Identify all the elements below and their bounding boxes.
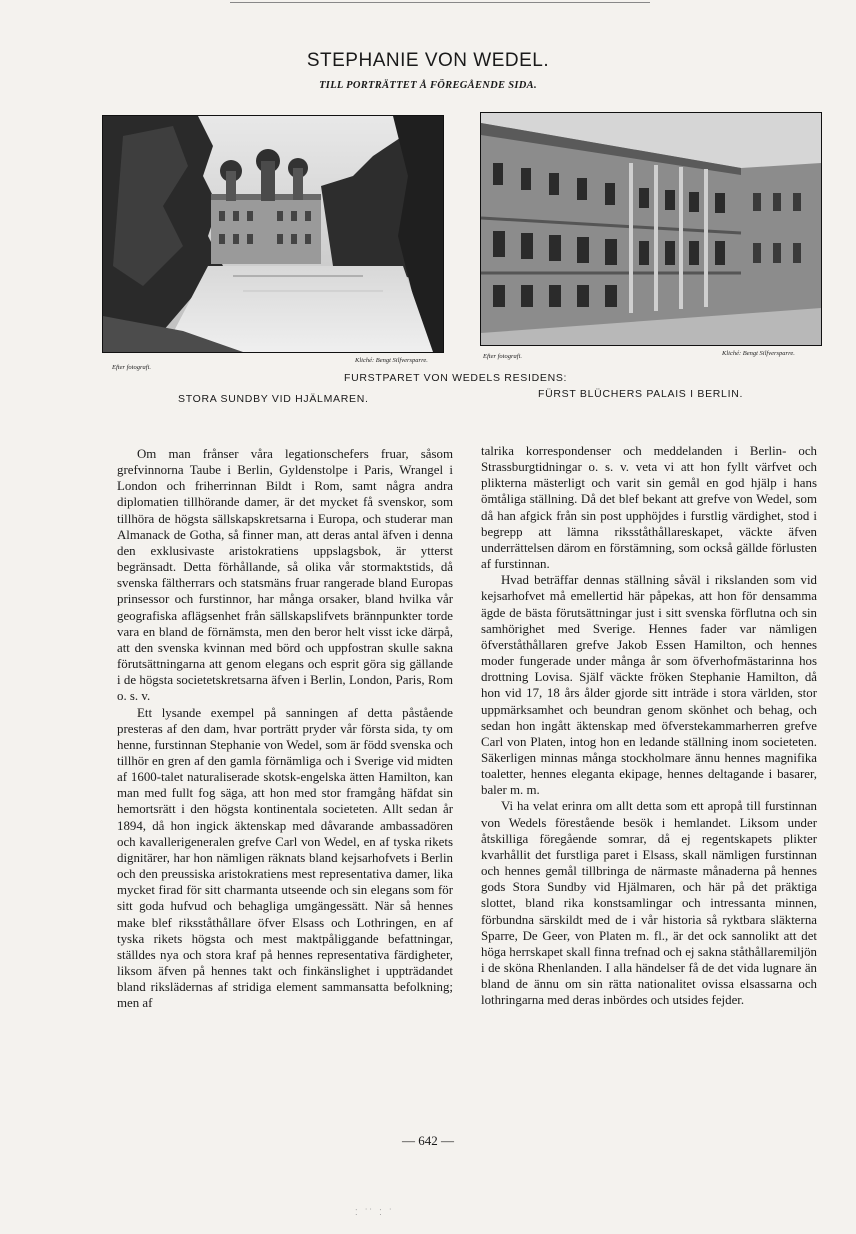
photo-credit-right: Efter fotografi. bbox=[483, 353, 522, 360]
page-number: — 642 — bbox=[402, 1133, 454, 1148]
photo-credit-left: Efter fotografi. bbox=[112, 364, 151, 371]
caption-left: STORA SUNDBY VID HJÄLMAREN. bbox=[178, 393, 369, 405]
paragraph: Om man frånser våra legationschefers fruar, såsom grefvinnorna Taube i Berlin, Gyldenstolpe i Paris, Wrangel i London och friherrinnan Bildt i Rom, samt några andra diplomatien tillhörande damer, är det mycket få svenskor, som tillhöra de högsta sällskapskretsarna i Europa, och studerar man Almanack de Gotha, så finner man, att deras antal äfven i denna den exklusivaste aristokratiens uppslagsbok, är ytterst begränsadt. Detta förhållande, så olika vår stormaktstids, då svenska fältherrars och statsmäns fruar rangerade bland Europas prinsessor och furstinnor, har många orsaker, bland hvilka vår geografiska aflägsenhet från sällskapslifvets brännpunkter torde vara en bland de förnämsta, men den beror helt visst icke därpå, att den svenska kvinnan med börd och uppfostran skulle sakna förutsättningarna att genom elegans och esprit göra sig gällande i de högsta societetskretsarna äfven i Berlin, London, Paris, Rom o. s. v. bbox=[117, 447, 453, 704]
print-smudge: ⁚ ˙ ̇ ⁚ ˙ bbox=[355, 1208, 395, 1217]
shared-caption: FURSTPARET VON WEDELS RESIDENS: bbox=[344, 372, 568, 384]
paragraph: Ett lysande exempel på sanningen af detta påstående presteras af den dam, hvar porträtt pryder vår första sida, ty om henne, furstinnan Stephanie von Wedel, som är född svenska och tillhör en gren af den gamla förnämliga och i Sverige vid midten af 1600-talet naturaliserade skotsk-engelska ätten Hamilton, kan man med fullt fog säga, att hon med stor framgång häfdat sin hemortsrätt i den högsta kontinentala societeten. Allt sedan år 1894, då hon ingick äktenskap med dåvarande ambassadören och kavallerigeneralen grefve Carl von Wedel, en af tyska rikets dignitärer, har hon nämligen räknats bland kejsarhofvets i Berlin och den preussiska aristokratiens mest representativa damer, lika mycket firad för sitt charmanta utseende och sin elegans som för sitt goda hufvud och behagliga umgängessätt. När så hennes make blef riksståthållare öfver Elsass och Lothringen, en af tyska rikets högsta och mest maktpåliggande befattningar, ställdes nya och stora kraf på hennes representativa färdigheter, liksom äfven på hennes takt och finkänslighet i uppträdandet bland rikslädernas af stridiga element sammansatta befolkning; men af bbox=[117, 705, 453, 1011]
article-column-right bbox=[481, 443, 817, 1008]
paragraph: talrika korrespondenser och meddelanden i Berlin- och Strassburgtidningar o. s. v. veta vi att hon fyllt värfvet och plikterna mästerligt och varit sin gemål en god hjälp i hans ömtåliga ställning. Då det blef bekant att grefve von Wedel, som då han afgick från sin post upphöjdes i furstlig värdighet, stod i begrepp att lämna riksståthållareskapet, väckte äfven underrättelsen därom en förstämning, som också gällde förlusten af furstinnan. bbox=[481, 444, 817, 572]
photo-stora-sundby bbox=[102, 115, 444, 353]
paragraph: Hvad beträffar dennas ställning såväl i rikslanden som vid kejsarhofvet må emellertid här påpekas, att hon för densamma ägde de bästa förutsättningar just i sitt svenska förflutna och sin samhörighet med Sverige. Hennes fader var nämligen öfverståthållaren grefve Jakob Essen Hamilton, och hennes moder fungerade under många år som öfverhofmästarinna hos drottning Lovisa. Själf väckte fröken Stephanie Hamilton, då hon vid 17, 18 års ålder gjorde sitt inträde i stora världen, stor uppmärksamhet och beundran genom skönhet och behag, och sedan hon ingått äktenskap med öfverstekammarherren grefve Carl von Platen, intog hon en ledande ställning inom societeten. Säkerligen minnas många stockholmare ännu hennes magnifika toaletter, hennes eleganta ekipage, hennes deltagande i basarer, baler m. m. bbox=[481, 573, 817, 798]
photo-bluechers-palais bbox=[480, 112, 822, 346]
top-rule bbox=[230, 2, 650, 3]
cliche-credit-left: Kliché: Bengt Silfversparre. bbox=[355, 357, 428, 364]
page-title: STEPHANIE VON WEDEL. bbox=[306, 50, 550, 71]
page-subtitle: TILL PORTRÄTTET Å FÖREGÅENDE SIDA. bbox=[319, 80, 537, 91]
article-column-left bbox=[117, 446, 453, 1011]
caption-right: FÜRST BLÜCHERS PALAIS I BERLIN. bbox=[538, 388, 744, 400]
paragraph: Vi ha velat erinra om allt detta som ett apropå till furstinnan von Wedels förestående besök i hemlandet. Liksom under åtskilliga föregående somrar, då ej regentskapets plikter kvarhållit det furstliga paret i Elsass, skall nämligen furstinnan och hennes gemål tillbringa de närmaste månaderna på hennes gods Stora Sundby vid Hjälmaren, och här på det präktiga slottet, bland rika konstsamlingar och intressanta minnen, förbundna särskildt med de i vår historia så ryktbara släkterna Sparre, De Geer, von Platen m. fl., är det ock sannolikt att det höga herrskapet skall finna trefnad och ej sakna ståthållaremiljön i de sköna Rhenlanden. I alla händelser få de det vida lugnare än bland de ännu om sin rätta nationalitet ovissa elsassarna och lothringarna med deras inbördes och utsides fejder. bbox=[481, 799, 817, 1008]
cliche-credit-right: Kliché: Bengt Silfversparre. bbox=[722, 350, 795, 357]
